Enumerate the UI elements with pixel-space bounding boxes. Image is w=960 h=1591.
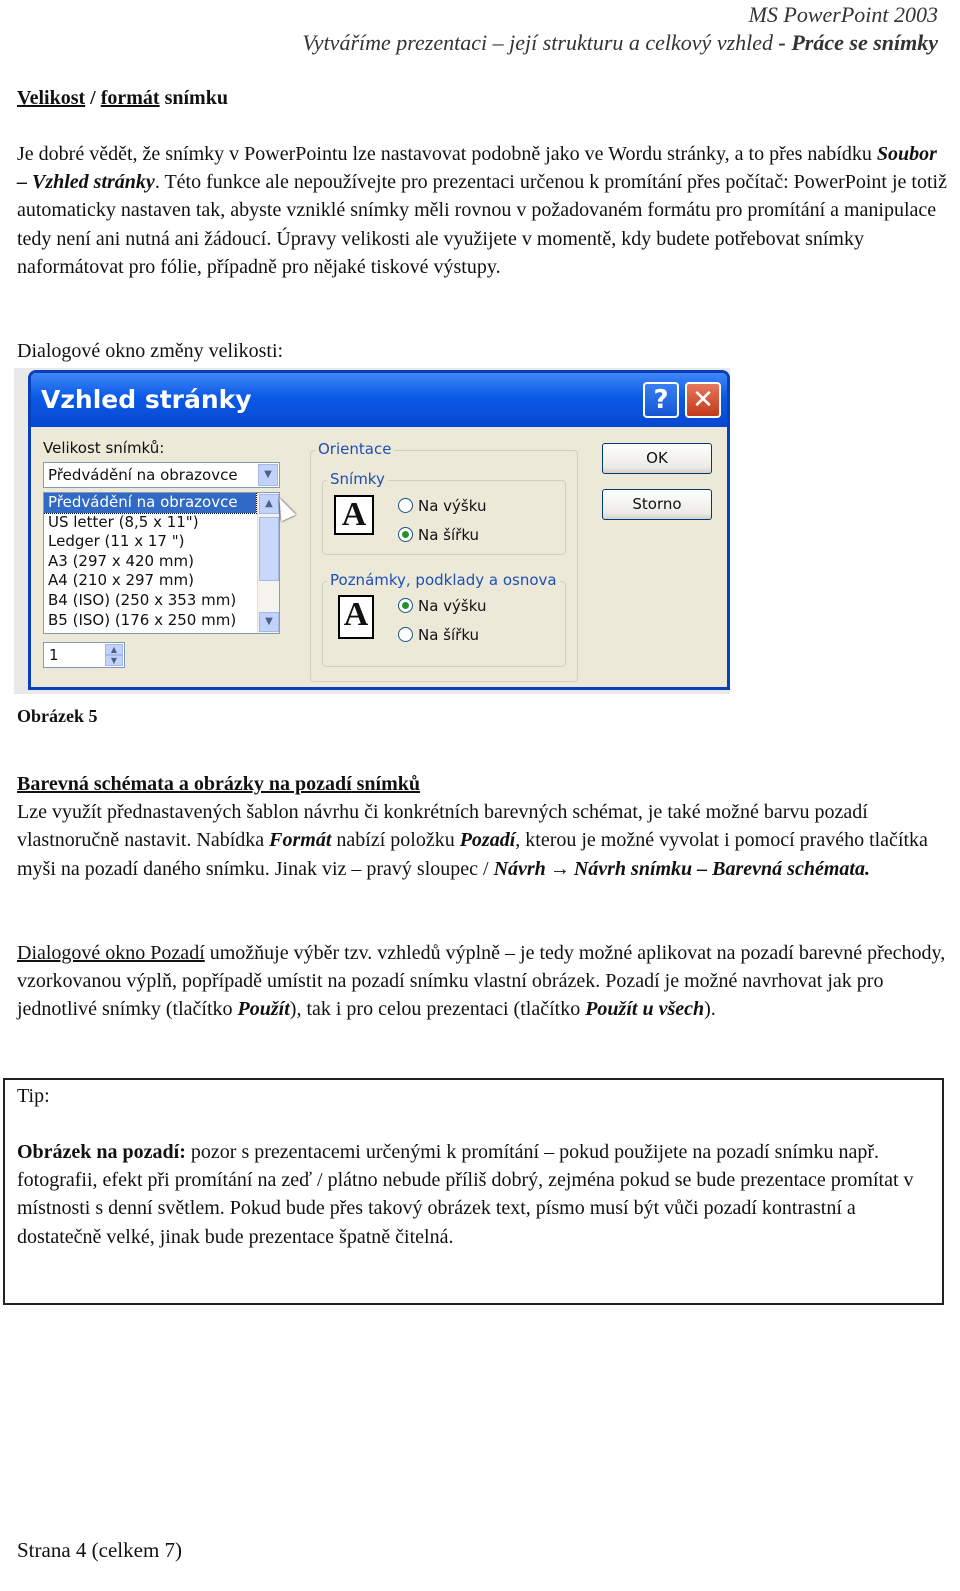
help-button[interactable]: ? — [643, 382, 679, 418]
list-item[interactable]: A3 (297 x 420 mm) — [48, 551, 194, 570]
landscape-page-icon: A — [334, 495, 374, 535]
title-color-schemes-a: Barevná schémata a obrázky na pozadí — [17, 773, 352, 795]
section-title-slide-size — [17, 84, 947, 112]
dialog-body — [31, 427, 727, 687]
section-color-schemes — [17, 770, 947, 883]
stepper-down-icon[interactable]: ▼ — [105, 655, 123, 666]
header-subtitle-bold: - Práce se snímky — [773, 30, 938, 55]
notes-portrait-label: Na výšku — [418, 597, 487, 615]
title-word-slide: snímku — [159, 87, 228, 109]
figure-caption: Obrázek 5 — [17, 706, 98, 726]
apply-label: Použít — [237, 998, 290, 1021]
p2-text-a: Lze využít přednastavených šablon návrhu či konkrétních barevných schémat, je také možné barvu pozadí vlastnoručně nastavit. Nabídka — [17, 801, 868, 852]
stepper-up-icon[interactable]: ▲ — [105, 644, 123, 655]
p2-text-c: , kterou je možné vyvolat i pomocí pravého tlačítka myši na pozadí daného snímku. Jinak viz – pravý sloupec / — [17, 829, 928, 880]
radio-icon[interactable] — [398, 498, 413, 513]
scroll-up-icon[interactable]: ▲ — [259, 494, 279, 514]
section-title-color-schemes — [17, 770, 947, 798]
title-sep: / — [85, 87, 101, 109]
header-subtitle — [302, 30, 938, 56]
list-item[interactable]: Ledger (11 x 17 ") — [48, 532, 185, 551]
background-dialog-title: Dialogové okno Pozadí — [17, 942, 205, 964]
chevron-down-icon[interactable]: ▼ — [258, 464, 278, 486]
slides-label: Snímky — [327, 470, 388, 488]
p3-text-b: ), tak i pro celou prezentaci (tlačítko — [289, 998, 586, 1021]
slides-portrait-label: Na výšku — [418, 497, 487, 515]
orientation-label: Orientace — [315, 440, 394, 458]
slide-size-list[interactable] — [43, 492, 280, 634]
menu-path-schemes: Návrh snímku – Barevná schémata. — [573, 857, 870, 880]
notes-landscape-label: Na šířku — [418, 626, 480, 644]
radio-selected-icon[interactable] — [398, 527, 413, 542]
tip-bold: Obrázek na pozadí: — [17, 1141, 186, 1163]
list-item[interactable]: B4 (ISO) (250 x 353 mm) — [48, 590, 237, 609]
portrait-page-icon: A — [338, 595, 374, 639]
header-title: MS PowerPoint 2003 — [748, 2, 938, 27]
list-item[interactable]: Předvádění na obrazovce — [44, 493, 256, 513]
scroll-down-icon[interactable]: ▼ — [259, 612, 279, 632]
header-subtitle-main: Vytváříme prezentaci – její strukturu a celkový vzhled — [302, 30, 774, 55]
paragraph-color-schemes — [17, 798, 947, 883]
page-footer: Strana 4 (celkem 7) — [17, 1538, 183, 1562]
paragraph-slide-size — [17, 140, 947, 281]
apply-all-label: Použít u všech — [585, 998, 705, 1021]
scroll-thumb[interactable] — [259, 517, 279, 581]
p3-text-a: umožňuje výběr tzv. vzhledů výplně – je tedy možné aplikovat na pozadí barevné přechody, vzorkovanou výplň, popřípadě umístit na pozadí snímku vlastní obrázek. Pozadí je možné navrhovat jak pro jednotlivé snímky (tlačítko — [17, 942, 946, 1021]
p2-text-b: nabízí položku — [331, 829, 460, 852]
title-word-format: formát — [100, 87, 160, 109]
paragraph-dialog-intro: Dialogové okno změny velikosti: — [17, 340, 284, 362]
tip-label: Tip: — [17, 1085, 50, 1107]
page-setup-dialog — [28, 370, 730, 690]
number-stepper[interactable] — [43, 642, 125, 668]
notes-portrait-radio[interactable] — [398, 597, 486, 615]
slide-size-label: Velikost snímků: — [43, 439, 165, 457]
notes-label: Poznámky, podklady a osnova — [327, 571, 560, 589]
slide-size-select[interactable] — [43, 462, 280, 488]
list-item[interactable]: A4 (210 x 297 mm) — [48, 571, 194, 590]
list-item[interactable]: US letter (8,5 x 11") — [48, 512, 199, 531]
paragraph-background-dialog — [17, 939, 947, 1024]
tip-text — [17, 1138, 917, 1251]
p3-text-c: ). — [704, 998, 716, 1021]
dialog-title-bar — [31, 373, 727, 427]
cancel-button[interactable]: Storno — [602, 489, 712, 520]
slide-size-selected: Předvádění na obrazovce — [48, 466, 238, 484]
title-color-schemes-b: snímků — [351, 773, 421, 795]
slides-landscape-radio[interactable] — [398, 526, 479, 544]
title-word-size: Velikost — [17, 87, 86, 109]
p1-text-a: Je dobré vědět, že snímky v PowerPointu lze nastavovat podobně jako ve Wordu stránky, a to přes nabídku — [17, 143, 877, 165]
list-item[interactable]: B5 (ISO) (176 x 250 mm) — [48, 610, 237, 629]
radio-icon[interactable] — [398, 627, 413, 642]
menu-format: Formát — [269, 829, 332, 852]
menu-design: Návrh — [493, 857, 546, 880]
menu-background: Pozadí — [459, 829, 516, 852]
p1-menu-path: Soubor – Vzhled stránky — [17, 143, 937, 194]
dialog-screenshot — [14, 368, 730, 694]
slides-portrait-radio[interactable] — [398, 497, 486, 515]
number-value: 1 — [49, 646, 59, 664]
dialog-title: Vzhled stránky — [41, 385, 252, 414]
ok-button[interactable]: OK — [602, 443, 712, 474]
tip-box — [3, 1078, 944, 1305]
arrow-right-icon: → — [549, 857, 570, 880]
radio-selected-icon[interactable] — [398, 598, 413, 613]
tip-body: pozor s prezentacemi určenými k promítání – pokud použijete na pozadí snímku např. fotografii, efekt při promítání na zeď / plátno nebude příliš dobrý, zejména pokud se bude prezentace promítat v místnosti s denní světlem. Pokud bude přes takový obrázek text, písmo musí být vůči pozadí kontrastní a dostatečně velké, jinak bude prezentace špatně čitelná. — [17, 1141, 914, 1248]
close-button[interactable]: ✕ — [685, 382, 721, 418]
list-scrollbar[interactable] — [257, 493, 279, 633]
slides-landscape-label: Na šířku — [418, 526, 480, 544]
notes-landscape-radio[interactable] — [398, 626, 479, 644]
p1-text-b: . Této funkce ale nepoužívejte pro prezentaci určenou k promítání přes počítač: PowerPoint je totiž automaticky nastaven tak, abyste vzniklé snímky měli rovnou v požadovaném formátu pro promítání a manipulace tedy není ani nutná ani žádoucí. Úpravy velikosti ale využijete v momentě, kdy budete potřebovat snímky naformátovat pro fólie, případně pro nějaké tiskové výstupy. — [17, 171, 947, 278]
